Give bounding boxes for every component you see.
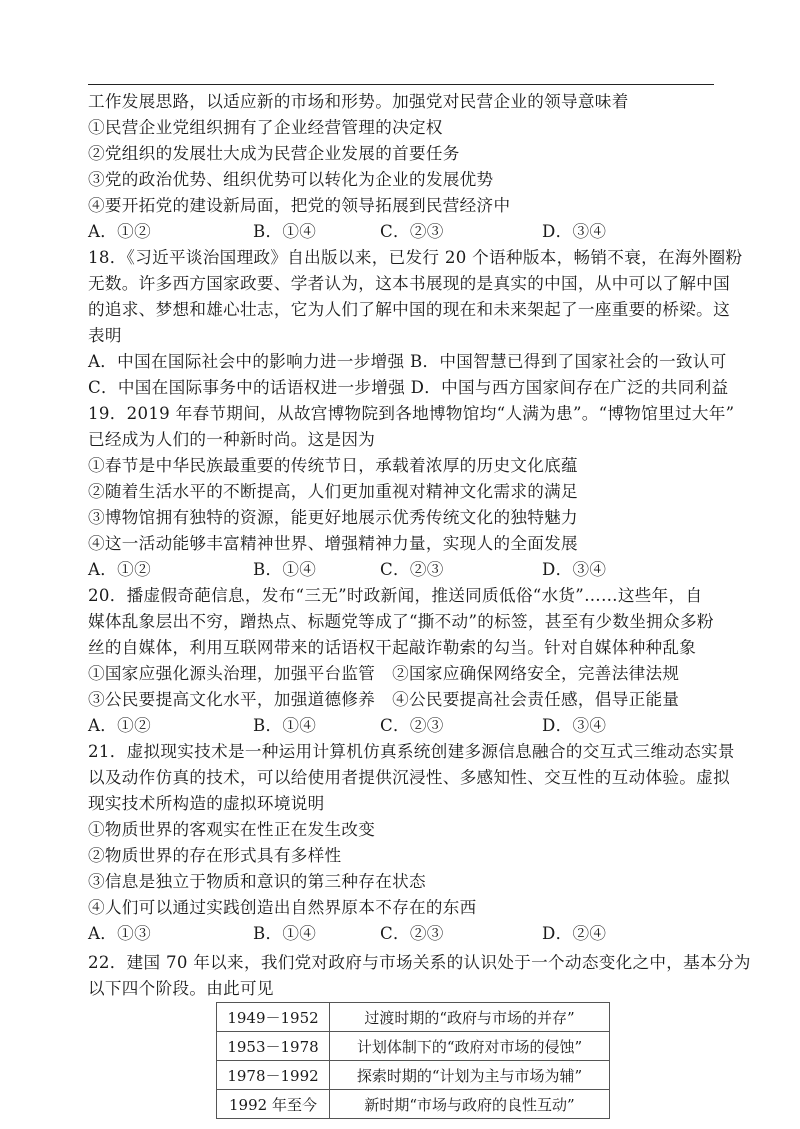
- table-period: 1953－1978: [217, 1032, 330, 1061]
- q17-stem-tail: 工作发展思路，以适应新的市场和形势。加强党对民营企业的领导意味着: [88, 92, 629, 111]
- q21-statement: ④人们可以通过实践创造出自然界原本不存在的东西: [88, 898, 477, 917]
- table-desc: 探索时期的“计划为主与市场为辅”: [330, 1061, 610, 1090]
- q21-statement: ③信息是独立于物质和意识的第三种存在状态: [88, 872, 426, 891]
- q17-statement: ③党的政治优势、组织优势可以转化为企业的发展优势: [88, 170, 494, 189]
- q20-option-c[interactable]: C．②③: [380, 716, 444, 735]
- q21-option-b[interactable]: B．①④: [253, 924, 317, 943]
- table-desc: 过渡时期的“政府与市场的并存”: [330, 1003, 610, 1032]
- q20-stem: 丝的自媒体，利用互联网带来的话语权干起敲诈勒索的勾当。针对自媒体种种乱象: [88, 638, 697, 657]
- q21-stem: 现实技术所构造的虚拟环境说明: [88, 794, 325, 813]
- q18-stem: 表明: [88, 326, 122, 345]
- q19-option-d[interactable]: D．③④: [542, 560, 607, 579]
- table-row: [217, 1061, 610, 1090]
- header-rule: [88, 84, 714, 85]
- q19-stem: 19．2019 年春节期间，从故宫博物院到各地博物馆均“人满为患”。“博物馆里过大年”: [88, 404, 735, 423]
- table-row: [217, 1090, 610, 1119]
- q19-statement: ②随着生活水平的不断提高，人们更加重视对精神文化需求的满足: [88, 482, 578, 501]
- q20-option-b[interactable]: B．①④: [253, 716, 317, 735]
- q17-option-b[interactable]: B．①④: [253, 222, 317, 241]
- q21-stem: 以及动作仿真的技术，可以给使用者提供沉浸性、多感知性、交互性的互动体验。虚拟: [88, 768, 730, 787]
- table-row: [217, 1032, 610, 1061]
- q22-stem: 22．建国 70 年以来，我们党对政府与市场关系的认识处于一个动态变化之中，基本分为: [88, 953, 751, 972]
- q21-option-c[interactable]: C．②③: [380, 924, 444, 943]
- q18-stem: 无数。许多西方国家政要、学者认为，这本书展现的是真实的中国，从中可以了解中国: [88, 274, 730, 293]
- q19-statement: ③博物馆拥有独特的资源，能更好地展示优秀传统文化的独特魅力: [88, 508, 578, 527]
- q20-statements-34: ③公民要提高文化水平，加强道德修养 ④公民要提高社会责任感，倡导正能量: [88, 690, 680, 709]
- q21-option-a[interactable]: A．①③: [88, 924, 151, 943]
- q19-statement: ①春节是中华民族最重要的传统节日，承载着浓厚的历史文化底蕴: [88, 456, 578, 475]
- q22-stem: 以下四个阶段。由此可见: [88, 979, 274, 998]
- q19-option-c[interactable]: C．②③: [380, 560, 444, 579]
- q19-option-b[interactable]: B．①④: [253, 560, 317, 579]
- q20-stem: 媒体乱象层出不穷，蹭热点、标题党等成了“撕不动”的标签，甚至有少数坐拥众多粉: [88, 612, 714, 631]
- table-desc: 计划体制下的“政府对市场的侵蚀”: [330, 1032, 610, 1061]
- table-row: [217, 1003, 610, 1032]
- q21-option-d[interactable]: D．②④: [542, 924, 607, 943]
- q19-statement: ④这一活动能够丰富精神世界、增强精神力量，实现人的全面发展: [88, 534, 578, 553]
- q18-stem: 18．《习近平谈治国理政》自出版以来，已发行 20 个语种版本，畅销不衰，在海外圈粉: [88, 248, 743, 267]
- q17-statement: ④要开拓党的建设新局面，把党的领导拓展到民营经济中: [88, 196, 511, 215]
- q20-option-a[interactable]: A．①②: [88, 716, 151, 735]
- q18-stem: 的追求、梦想和雄心壮志，它为人们了解中国的现在和未来架起了一座重要的桥梁。这: [88, 300, 730, 319]
- q19-option-a[interactable]: A．①②: [88, 560, 151, 579]
- table-desc: 新时期“市场与政府的良性互动”: [330, 1090, 610, 1119]
- q22-stage-table: [216, 1002, 610, 1119]
- q17-statement: ①民营企业党组织拥有了企业经营管理的决定权: [88, 118, 443, 137]
- q17-option-a[interactable]: A．①②: [88, 222, 151, 241]
- q20-stem: 20．播虚假奇葩信息，发布“三无”时政新闻，推送同质低俗“水货”……这些年，自: [88, 586, 703, 605]
- q21-statement: ①物质世界的客观实在性正在发生改变: [88, 820, 376, 839]
- table-period: 1978－1992: [217, 1061, 330, 1090]
- table-period: 1992 年至今: [217, 1090, 330, 1119]
- q17-statement: ②党组织的发展壮大成为民营企业发展的首要任务: [88, 144, 460, 163]
- q20-option-d[interactable]: D．③④: [542, 716, 607, 735]
- q21-statement: ②物质世界的存在形式具有多样性: [88, 846, 342, 865]
- q17-option-c[interactable]: C．②③: [380, 222, 444, 241]
- q18-options-cd[interactable]: C．中国在国际事务中的话语权进一步增强 D．中国与西方国家间存在广泛的共同利益: [88, 378, 729, 397]
- q21-stem: 21．虚拟现实技术是一种运用计算机仿真系统创建多源信息融合的交互式三维动态实景: [88, 742, 735, 761]
- q18-options-ab[interactable]: A．中国在国际社会中的影响力进一步增强 B．中国智慧已得到了国家社会的一致认可: [88, 352, 727, 371]
- q20-statements-12: ①国家应强化源头治理，加强平台监管 ②国家应确保网络安全，完善法律法规: [88, 664, 680, 683]
- q19-stem: 已经成为人们的一种新时尚。这是因为: [88, 430, 376, 449]
- q17-option-d[interactable]: D．③④: [542, 222, 607, 241]
- table-period: 1949－1952: [217, 1003, 330, 1032]
